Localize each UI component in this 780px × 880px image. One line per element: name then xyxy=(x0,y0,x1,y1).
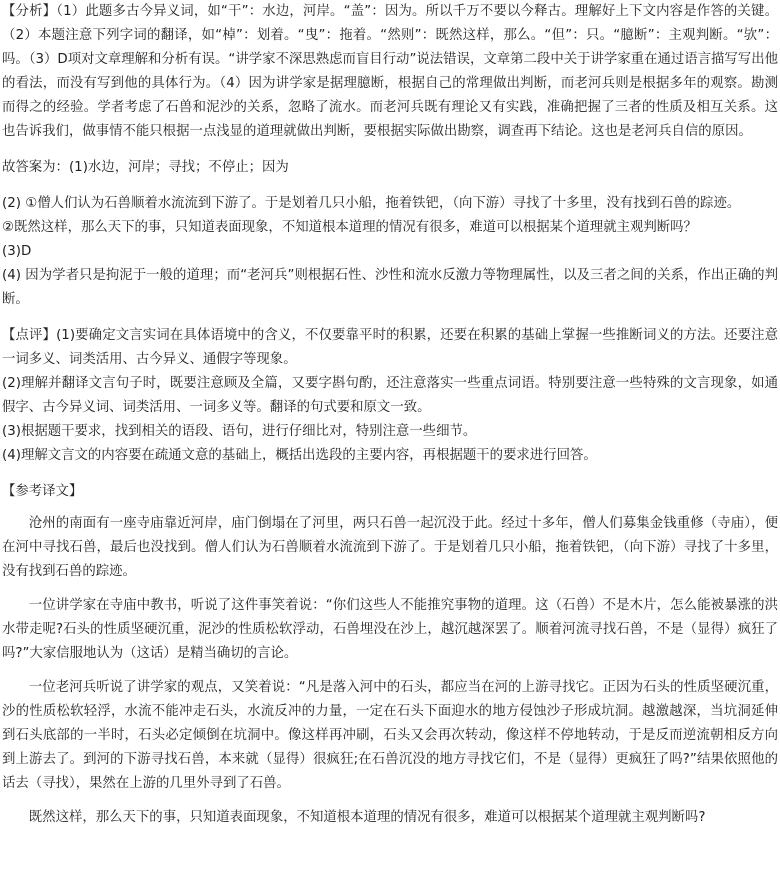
comment-2: (2)理解并翻译文言句子时，既要注意顾及全篇，又要字斟句酌，还注意落实一些重点词语。特别要注意一些特殊的文言现象，如通假字、古今异义词、词类活用、一词多义等。翻译的句式要和原文一致。 xyxy=(2,376,778,415)
comment-1: 【点评】(1)要确定文言实词在具体语境中的含义，不仅要靠平时的积累，还要在积累的基础上掌握一些推断词义的方法。还要注意一词多义、词类活用、古今异义、通假字等现象。 xyxy=(2,328,778,367)
translation-paragraph-2: 一位讲学家在寺庙中教书，听说了这件事笑着说：“你们这些人不能推究事物的道理。这（石兽）不是木片，怎么能被暴涨的洪水带走呢?石头的性质坚硬沉重，泥沙的性质松软浮动，石兽埋没在沙上，越沉越深罢了。顺着河流寻找石兽，不是（显得）疯狂了吗?”大家信服地认为（这话）是精当确切的言论。 xyxy=(2,598,778,661)
answer-2-part-1: (2) ①僧人们认为石兽顺着水流流到下游了。于是划着几只小船，拖着铁钯，（向下游）寻找了十多里，没有找到石兽的踪迹。 xyxy=(2,196,741,211)
answer-2-part-2: ②既然这样，那么天下的事，只知道表面现象，不知道根本道理的情况有很多，难道可以根据某个道理就主观判断吗？ xyxy=(2,220,697,235)
reference-translation-heading: 【参考译文】 xyxy=(2,484,83,499)
answer-3: (3)D xyxy=(2,244,32,259)
translation-paragraph-1: 沧州的南面有一座寺庙靠近河岸，庙门倒塌在了河里，两只石兽一起沉没于此。经过十多年，僧人们募集金钱重修（寺庙），便在河中寻找石兽，最后也没找到。僧人们认为石兽顺着水流流到下游了。于是划着几只小船，拖着铁钯，（向下游）寻找了十多里，没有找到石兽的踪迹。 xyxy=(2,516,778,579)
answer-4: (4) 因为学者只是拘泥于一般的道理；而“老河兵”则根据石性、沙性和流水反激力等物理属性，以及三者之间的关系，作出正确的判断。 xyxy=(2,268,778,307)
answer-intro: 故答案为：(1)水边，河岸；寻找；不停止；因为 xyxy=(2,160,289,175)
translation-paragraph-3: 一位老河兵听说了讲学家的观点，又笑着说：“凡是落入河中的石头，都应当在河的上游寻找它。正因为石头的性质坚硬沉重，沙的性质松软轻浮，水流不能冲走石头，水流反冲的力量，一定在石头下面迎水的地方侵蚀沙子形成坑洞。越激越深，当坑洞延伸到石头底部的一半时，石头必定倾倒在坑洞中。像这样再冲刷，石头又会再次转动，像这样不停地转动，于是反而逆流朝相反方向到上游去了。到河的下游寻找石兽，本来就（显得）很疯狂;在石兽沉没的地方寻找它们，不是（显得）更疯狂了吗?”结果依照他的话去（寻找），果然在上游的几里外寻到了石兽。 xyxy=(2,680,778,791)
translation-paragraph-4: 既然这样，那么天下的事，只知道表面现象，不知道根本道理的情况有很多，难道可以根据某个道理就主观判断吗? xyxy=(28,810,706,825)
comment-4: (4)理解文言文的内容要在疏通文意的基础上，概括出选段的主要内容，再根据题干的要求进行回答。 xyxy=(2,448,597,463)
comment-3: (3)根据题干要求，找到相关的语段、语句，进行仔细比对，特别注意一些细节。 xyxy=(2,424,477,439)
analysis-paragraph: 【分析】（1）此题多古今异义词，如“干”：水边，河岸。“盖”：因为。所以千万不要以今释古。理解好上下文内容是作答的关键。（2）本题注意下列字词的翻译，如“棹”：划着。“曳”：拖着。“然则”：既然这样，那么。“但”：只。“臆断”：主观判断。“欤”：吗。（3）D项对文章理解和分析有误。“讲学家不深思熟虑而盲目行动”说法错误，文章第二段中关于讲学家重在通过语言描写写出他的看法，而没有写到他的具体行为。（4）因为讲学家是据理臆断，根据自己的常理做出判断，而老河兵则是根据多年的观察。勘测而得之的经验。学者考虑了石兽和泥沙的关系，忽略了流水。而老河兵既有理论又有实践，准确把握了三者的性质及相互关系。这也告诉我们，做事情不能只根据一点浅显的道理就做出判断，要根据实际做出勘察，调查再下结论。这也是老河兵自信的原因。 xyxy=(2,4,778,139)
